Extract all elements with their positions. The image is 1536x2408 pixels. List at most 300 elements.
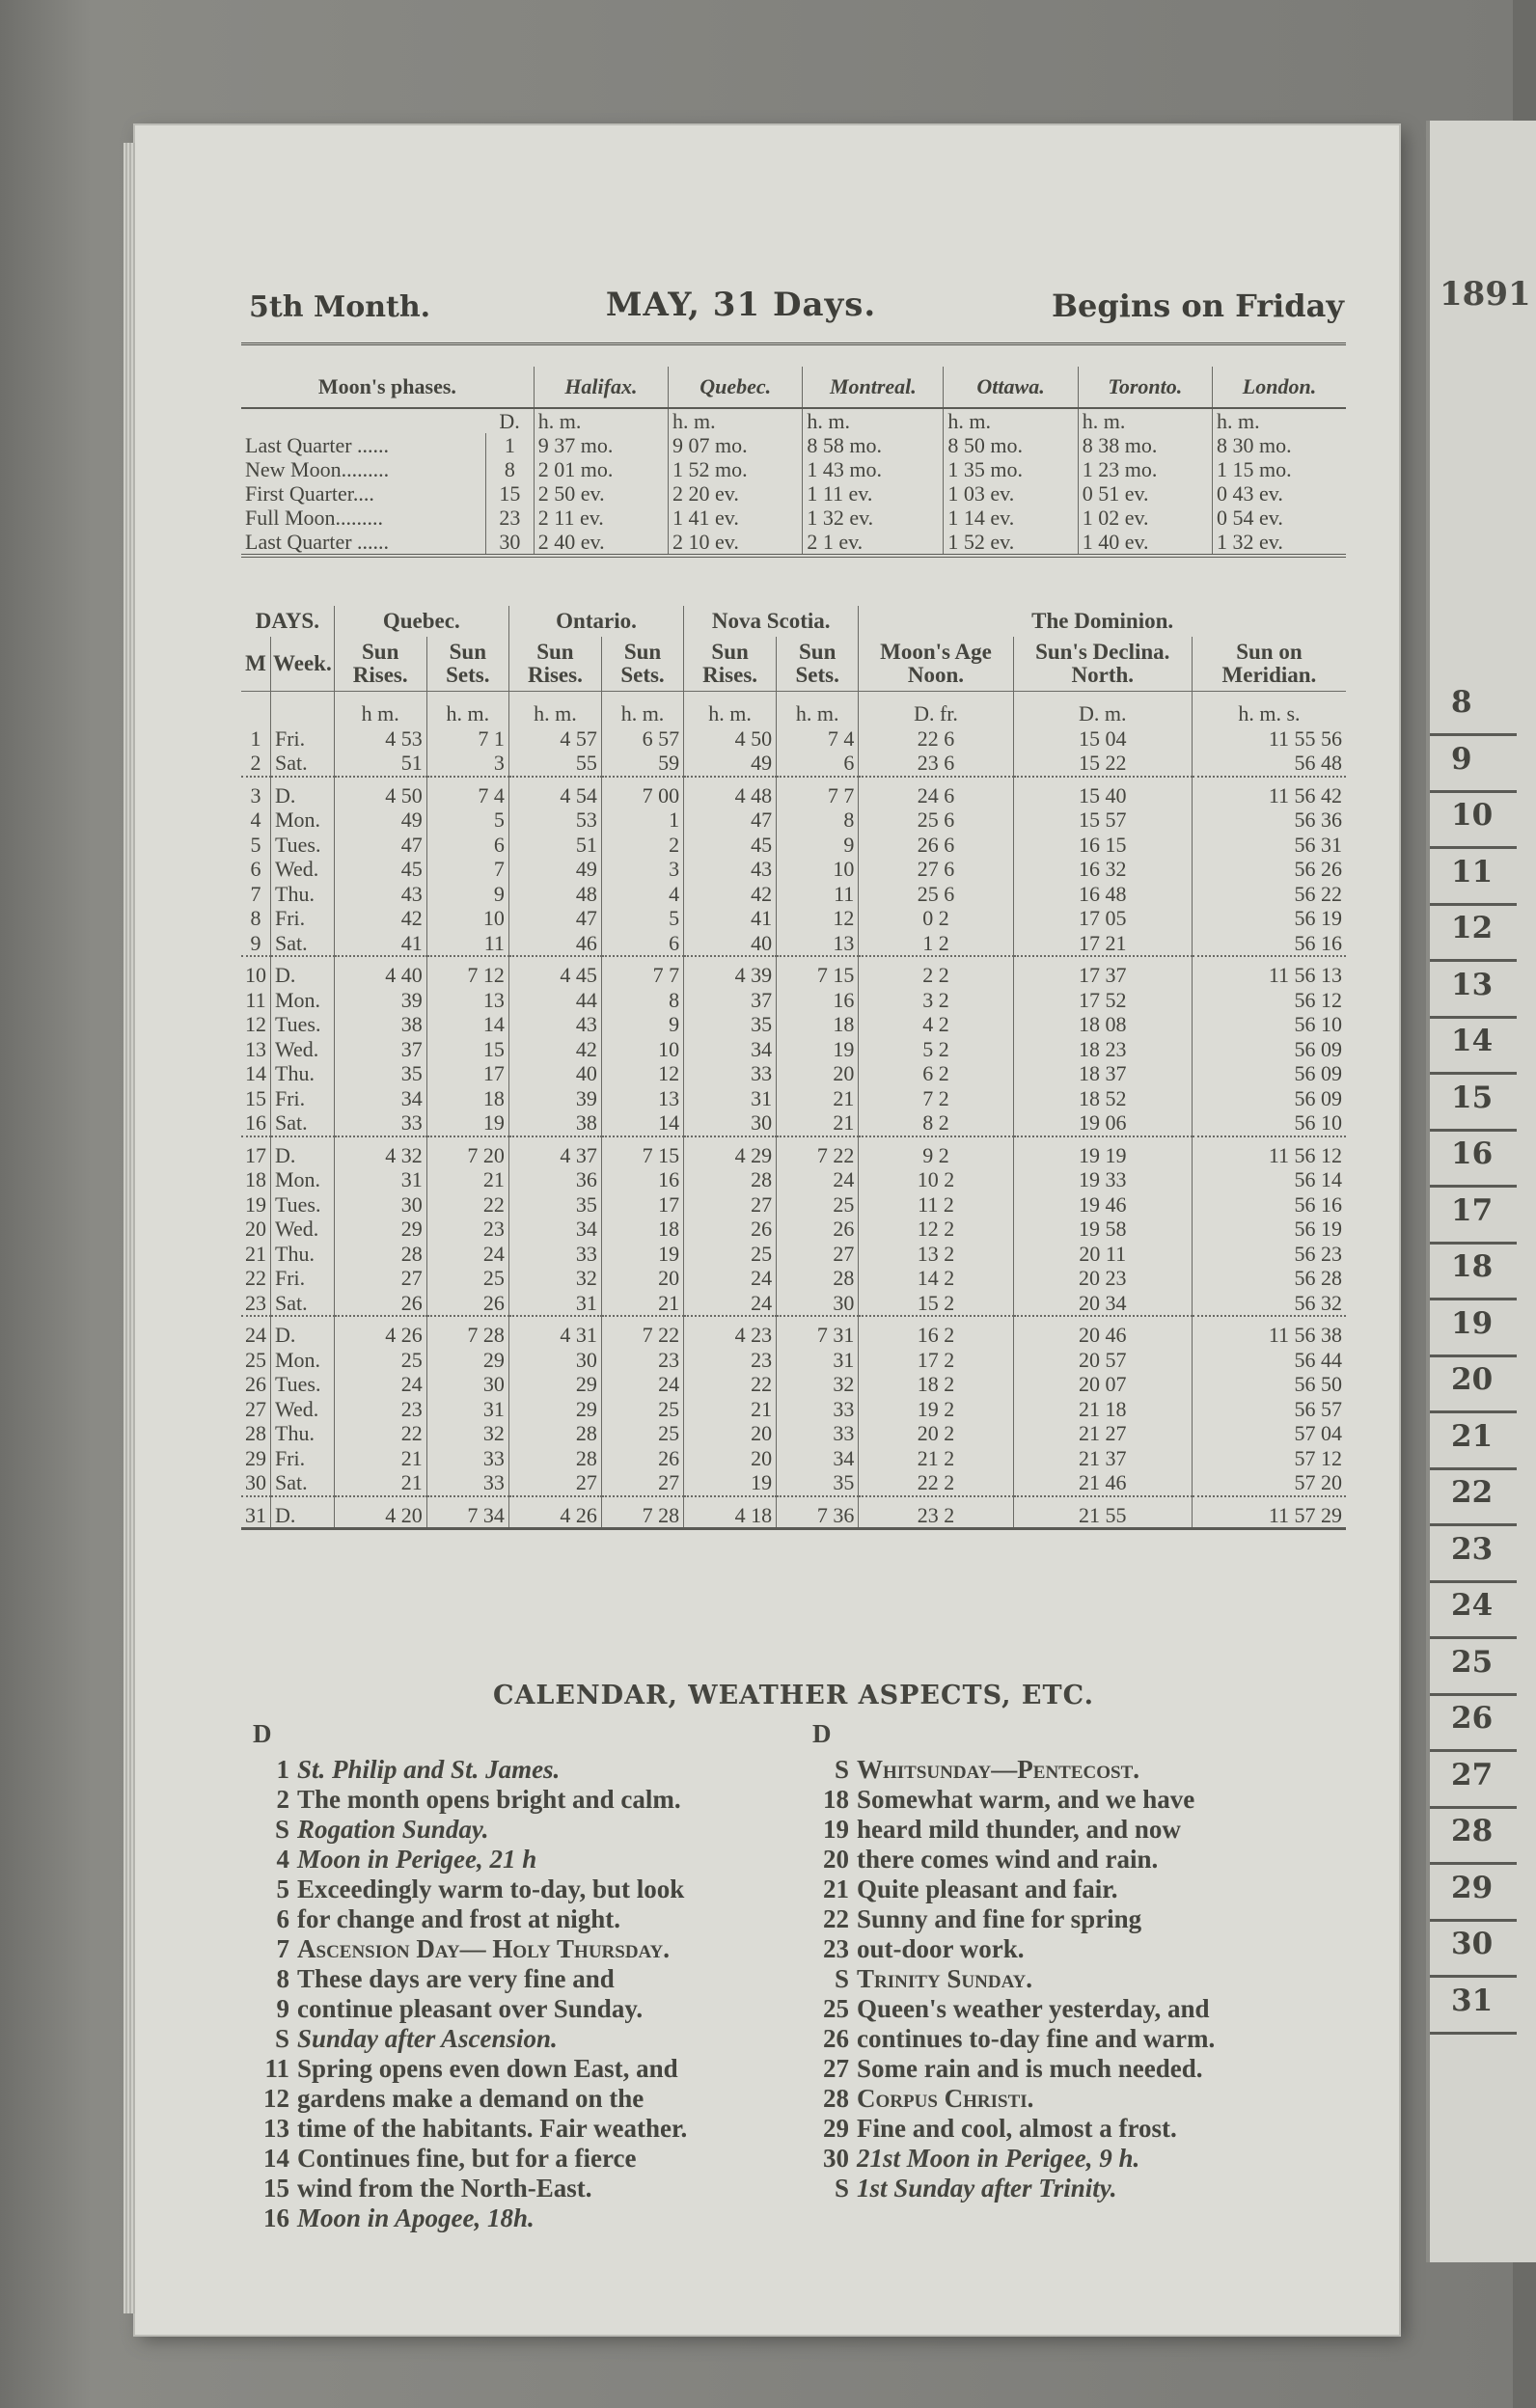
phase-time: 9 37 mo. bbox=[534, 433, 668, 457]
calendar-entry bbox=[253, 1845, 687, 1874]
day-cell: Fri. bbox=[271, 1266, 335, 1291]
city-header: Montreal. bbox=[803, 367, 944, 408]
day-cell: 7 28 bbox=[601, 1496, 683, 1529]
day-cell: Sat. bbox=[271, 751, 335, 777]
day-cell: 9 bbox=[777, 833, 859, 858]
facing-page-number: 11 bbox=[1451, 854, 1494, 889]
day-cell: 21 37 bbox=[1013, 1446, 1192, 1471]
phase-time: 2 1 ev. bbox=[803, 530, 944, 556]
facing-page-rule bbox=[1430, 2032, 1517, 2035]
calendar-right-column bbox=[812, 1719, 1215, 2203]
calendar-entry-text: 21st Moon in Perigee, 9 h. bbox=[857, 2144, 1140, 2173]
day-cell: Fri. bbox=[271, 906, 335, 931]
day-cell: 56 44 bbox=[1192, 1348, 1346, 1373]
day-cell: 20 23 bbox=[1013, 1266, 1192, 1291]
day-row bbox=[241, 1421, 1346, 1446]
day-cell: 6 2 bbox=[859, 1061, 1013, 1086]
facing-page-number: 19 bbox=[1451, 1305, 1494, 1341]
col-sun-sets: Sun Sets. bbox=[777, 637, 859, 692]
day-row bbox=[241, 906, 1346, 931]
day-cell: 59 bbox=[601, 751, 683, 777]
phase-time: 8 30 mo. bbox=[1212, 433, 1346, 457]
day-cell: 9 bbox=[601, 1012, 683, 1037]
phase-time: 0 43 ev. bbox=[1212, 481, 1346, 506]
phase-time: 1 40 ev. bbox=[1078, 530, 1212, 556]
day-cell: 22 2 bbox=[859, 1470, 1013, 1496]
phase-time: 1 52 mo. bbox=[669, 457, 803, 481]
day-cell: 56 19 bbox=[1192, 906, 1346, 931]
day-cell: 4 57 bbox=[508, 726, 601, 752]
calendar-entry-text: wind from the North-East. bbox=[297, 2174, 592, 2203]
day-cell: 21 bbox=[334, 1470, 426, 1496]
calendar-entry-text: The month opens bright and calm. bbox=[297, 1785, 681, 1814]
day-cell: 11 56 13 bbox=[1192, 956, 1346, 988]
col-sun-rises: Sun Rises. bbox=[684, 637, 777, 692]
calendar-entry-text: Ascension Day— Holy Thursday. bbox=[297, 1934, 670, 1963]
day-cell: 21 bbox=[684, 1397, 777, 1422]
phase-time: 1 14 ev. bbox=[944, 506, 1078, 530]
day-cell: 7 7 bbox=[601, 956, 683, 988]
day-cell: 8 bbox=[601, 988, 683, 1013]
day-cell: 45 bbox=[684, 833, 777, 858]
calendar-entry bbox=[812, 1785, 1215, 1815]
day-cell: Fri. bbox=[271, 1446, 335, 1471]
day-cell: 13 bbox=[601, 1086, 683, 1111]
facing-page-rule bbox=[1430, 1185, 1517, 1188]
day-cell: 56 10 bbox=[1192, 1110, 1346, 1136]
calendar-entry bbox=[253, 2114, 687, 2144]
calendar-day-head: D bbox=[812, 1719, 832, 1748]
day-cell: 19 58 bbox=[1013, 1217, 1192, 1242]
phase-name: Last Quarter ...... bbox=[241, 530, 485, 556]
calendar-entry bbox=[253, 1755, 687, 1785]
facing-page-rule bbox=[1430, 1636, 1517, 1639]
calendar-entry-text: for change and frost at night. bbox=[297, 1904, 621, 1933]
day-cell: 4 54 bbox=[508, 777, 601, 808]
day-cell: 11 56 42 bbox=[1192, 777, 1346, 808]
day-cell: 56 16 bbox=[1192, 1192, 1346, 1218]
facing-page-number: 20 bbox=[1451, 1362, 1494, 1397]
facing-page-number: 10 bbox=[1451, 798, 1494, 833]
day-cell: 32 bbox=[426, 1421, 508, 1446]
calendar-entry-day: 4 bbox=[276, 1845, 289, 1874]
phase-time: 1 11 ev. bbox=[803, 481, 944, 506]
calendar-entry bbox=[812, 2144, 1215, 2174]
day-cell: 4 32 bbox=[334, 1136, 426, 1168]
facing-page-number: 24 bbox=[1451, 1588, 1494, 1623]
day-cell: 15 22 bbox=[1013, 751, 1192, 777]
day-cell: 7 bbox=[250, 881, 261, 906]
day-cell: 28 bbox=[508, 1421, 601, 1446]
day-cell: 3 bbox=[426, 751, 508, 777]
day-cell: 21 2 bbox=[859, 1446, 1013, 1471]
day-cell: 56 09 bbox=[1192, 1037, 1346, 1062]
day-cell: 13 2 bbox=[859, 1242, 1013, 1267]
day-cell: 18 37 bbox=[1013, 1061, 1192, 1086]
calendar-entry bbox=[812, 2084, 1215, 2114]
day-cell: 27 bbox=[684, 1192, 777, 1218]
calendar-entry-day: 2 bbox=[276, 1785, 289, 1814]
day-row bbox=[241, 807, 1346, 833]
day-cell: 4 18 bbox=[684, 1496, 777, 1529]
facing-page-rule bbox=[1430, 1806, 1517, 1809]
phase-name: First Quarter.... bbox=[245, 481, 374, 506]
day-cell: 47 bbox=[684, 807, 777, 833]
day-cell: 36 bbox=[508, 1167, 601, 1192]
day-cell: 25 6 bbox=[859, 807, 1013, 833]
day-cell: 27 bbox=[601, 1470, 683, 1496]
city-header: London. bbox=[1212, 367, 1346, 408]
facing-page-number: 16 bbox=[1451, 1136, 1494, 1171]
col-sun-sets: Sun Sets. bbox=[426, 637, 508, 692]
day-cell: 4 45 bbox=[508, 956, 601, 988]
city-header: Halifax. bbox=[534, 367, 668, 408]
day-cell: 56 50 bbox=[1192, 1372, 1346, 1397]
day-cell: 22 bbox=[334, 1421, 426, 1446]
day-cell: 25 6 bbox=[859, 882, 1013, 907]
facing-page-rule bbox=[1430, 1749, 1517, 1752]
phase-time: 1 23 mo. bbox=[1078, 457, 1212, 481]
day-cell: 18 bbox=[777, 1012, 859, 1037]
calendar-entry-day: 21 bbox=[823, 1874, 849, 1903]
day-cell: 7 28 bbox=[426, 1316, 508, 1348]
calendar-entry-text: time of the habitants. Fair weather. bbox=[297, 2114, 688, 2143]
day-cell: 14 bbox=[601, 1110, 683, 1136]
day-cell: 15 bbox=[245, 1085, 266, 1110]
day-cell: 15 57 bbox=[1013, 807, 1192, 833]
phase-day: 8 bbox=[485, 457, 534, 481]
days-group: DAYS. bbox=[255, 609, 319, 633]
day-cell: 56 22 bbox=[1192, 882, 1346, 907]
day-cell: 33 bbox=[508, 1242, 601, 1267]
day-row bbox=[241, 1446, 1346, 1471]
day-cell: 21 46 bbox=[1013, 1470, 1192, 1496]
day-cell: 5 bbox=[426, 807, 508, 833]
calendar-entry-text: St. Philip and St. James. bbox=[297, 1755, 561, 1784]
facing-page-number: 25 bbox=[1451, 1644, 1494, 1680]
day-cell: 19 bbox=[245, 1191, 266, 1217]
calendar-entry bbox=[253, 2144, 687, 2174]
day-cell: Sat. bbox=[271, 1291, 335, 1317]
day-cell: 57 12 bbox=[1192, 1446, 1346, 1471]
calendar-entry bbox=[253, 1874, 687, 1904]
day-row bbox=[241, 988, 1346, 1013]
calendar-entry-text: Spring opens even down East, and bbox=[297, 2054, 678, 2083]
phase-time: 1 32 ev. bbox=[1212, 530, 1346, 556]
day-cell: 5 bbox=[250, 832, 261, 857]
day-cell: 31 bbox=[508, 1291, 601, 1317]
day-cell: 7 15 bbox=[601, 1136, 683, 1168]
calendar-entry-text: Continues fine, but for a fierce bbox=[297, 2144, 637, 2173]
page-title: MAY, 31 Days. bbox=[605, 286, 877, 324]
day-cell: 34 bbox=[684, 1037, 777, 1062]
day-cell: 11 bbox=[245, 987, 266, 1012]
day-cell: 4 50 bbox=[334, 777, 426, 808]
day-cell: 20 07 bbox=[1013, 1372, 1192, 1397]
day-cell: 41 bbox=[684, 906, 777, 931]
day-cell: Fri. bbox=[271, 726, 335, 752]
calendar-entry bbox=[812, 2024, 1215, 2054]
phase-time: 1 43 mo. bbox=[803, 457, 944, 481]
calendar-entry bbox=[812, 2174, 1215, 2203]
page-header bbox=[249, 286, 1344, 324]
day-row bbox=[241, 751, 1346, 777]
unit-label: D. m. bbox=[1013, 692, 1192, 726]
phase-unit: h. m. bbox=[1078, 408, 1212, 433]
calendar-entry-text: Queen's weather yesterday, and bbox=[857, 1994, 1210, 2023]
day-row bbox=[241, 1217, 1346, 1242]
day-cell: 24 bbox=[601, 1372, 683, 1397]
calendar-day-head: D bbox=[253, 1719, 272, 1748]
day-cell: 23 2 bbox=[859, 1496, 1013, 1529]
day-cell: 16 48 bbox=[1013, 882, 1192, 907]
day-cell: 26 bbox=[426, 1291, 508, 1317]
day-cell: 18 bbox=[426, 1086, 508, 1111]
day-cell: 28 bbox=[508, 1446, 601, 1471]
day-row bbox=[241, 1110, 1346, 1136]
calendar-entry-text: Somewhat warm, and we have bbox=[857, 1785, 1195, 1814]
day-cell: 37 bbox=[684, 988, 777, 1013]
calendar-entry-day: 30 bbox=[823, 2144, 849, 2173]
calendar-entry-text: Corpus Christi. bbox=[857, 2084, 1034, 2113]
calendar-entry-day: 25 bbox=[823, 1994, 849, 2023]
day-cell: 57 20 bbox=[1192, 1470, 1346, 1496]
day-cell: 8 2 bbox=[859, 1110, 1013, 1136]
day-cell: 44 bbox=[508, 988, 601, 1013]
moon-phases-table bbox=[241, 367, 1346, 558]
day-cell: 56 31 bbox=[1192, 833, 1346, 858]
day-cell: 10 bbox=[241, 956, 271, 988]
phase-row bbox=[241, 433, 1346, 457]
day-cell: 34 bbox=[777, 1446, 859, 1471]
day-cell: 6 bbox=[426, 833, 508, 858]
calendar-entry-day: 5 bbox=[276, 1874, 289, 1903]
facing-page-rule bbox=[1430, 903, 1517, 906]
day-cell: 27 bbox=[508, 1470, 601, 1496]
phase-day: 1 bbox=[485, 433, 534, 457]
day-cell: 20 46 bbox=[1013, 1316, 1192, 1348]
day-cell: 7 34 bbox=[426, 1496, 508, 1529]
day-cell: 28 bbox=[777, 1266, 859, 1291]
day-cell: 14 bbox=[245, 1061, 266, 1085]
phase-name: Full Moon......... bbox=[245, 506, 384, 530]
day-cell: Mon. bbox=[271, 807, 335, 833]
day-cell: 33 bbox=[777, 1397, 859, 1422]
day-cell: 56 28 bbox=[1192, 1266, 1346, 1291]
day-cell: 47 bbox=[334, 833, 426, 858]
day-cell: 23 bbox=[245, 1290, 266, 1315]
facing-page-number: 27 bbox=[1451, 1757, 1494, 1792]
day-cell: 29 bbox=[245, 1445, 266, 1470]
day-cell: 15 2 bbox=[859, 1291, 1013, 1317]
calendar-entry-day: 19 bbox=[823, 1815, 849, 1844]
day-cell: 20 57 bbox=[1013, 1348, 1192, 1373]
calendar-title: CALENDAR, WEATHER ASPECTS, ETC. bbox=[492, 1681, 1094, 1710]
calendar-entry-text: Quite pleasant and fair. bbox=[857, 1874, 1118, 1903]
day-cell: 46 bbox=[508, 931, 601, 957]
day-cell: 51 bbox=[334, 751, 426, 777]
day-cell: 13 bbox=[777, 931, 859, 957]
day-cell: 17 05 bbox=[1013, 906, 1192, 931]
day-cell: 30 bbox=[334, 1192, 426, 1218]
day-cell: 5 bbox=[601, 906, 683, 931]
day-cell: 21 18 bbox=[1013, 1397, 1192, 1422]
phase-time: 2 40 ev. bbox=[534, 530, 668, 556]
day-cell: 26 6 bbox=[859, 833, 1013, 858]
calendar-entry-day: 22 bbox=[823, 1904, 849, 1933]
unit-label: h. m. bbox=[684, 692, 777, 726]
unit-label: D. fr. bbox=[859, 692, 1013, 726]
day-cell: 16 2 bbox=[859, 1316, 1013, 1348]
day-cell: 15 bbox=[426, 1037, 508, 1062]
facing-page-rule bbox=[1430, 1354, 1517, 1357]
phase-name: New Moon......... bbox=[245, 457, 390, 481]
facing-page-number: 31 bbox=[1451, 1983, 1494, 2018]
day-cell: 4 50 bbox=[684, 726, 777, 752]
day-cell: 6 bbox=[250, 857, 261, 881]
day-cell: 49 bbox=[508, 857, 601, 882]
day-cell: Tues. bbox=[271, 1372, 335, 1397]
dominion-group: The Dominion. bbox=[859, 606, 1346, 637]
day-cell: 21 55 bbox=[1013, 1496, 1192, 1529]
day-cell: 49 bbox=[334, 807, 426, 833]
day-cell: 22 bbox=[684, 1372, 777, 1397]
day-cell: 9 2 bbox=[859, 1136, 1013, 1168]
day-cell: 27 bbox=[777, 1242, 859, 1267]
day-row bbox=[241, 1470, 1346, 1496]
day-cell: 11 56 38 bbox=[1192, 1316, 1346, 1348]
day-cell: 56 48 bbox=[1192, 751, 1346, 777]
day-cell: 8 bbox=[777, 807, 859, 833]
phase-time: 1 41 ev. bbox=[669, 506, 803, 530]
col-moon-age: Moon's Age Noon. bbox=[859, 637, 1013, 692]
day-cell: 56 19 bbox=[1192, 1217, 1346, 1242]
day-cell: 56 57 bbox=[1192, 1397, 1346, 1422]
day-cell: 37 bbox=[334, 1037, 426, 1062]
day-cell: 21 bbox=[601, 1291, 683, 1317]
day-cell: 4 48 bbox=[684, 777, 777, 808]
day-cell: 33 bbox=[684, 1061, 777, 1086]
facing-page-rule bbox=[1430, 846, 1517, 849]
calendar-entry-text: Moon in Apogee, 18h. bbox=[297, 2203, 535, 2232]
day-cell: Tues. bbox=[271, 1192, 335, 1218]
col-sun-rises: Sun Rises. bbox=[334, 637, 426, 692]
day-cell: 18 52 bbox=[1013, 1086, 1192, 1111]
day-cell: 38 bbox=[334, 1012, 426, 1037]
day-cell: 20 11 bbox=[1013, 1242, 1192, 1267]
phase-time: 2 01 mo. bbox=[534, 457, 668, 481]
col-sun-declination: Sun's Declina. North. bbox=[1013, 637, 1192, 692]
calendar-entry-day: 26 bbox=[823, 2024, 849, 2053]
phase-unit: h. m. bbox=[1212, 408, 1346, 433]
calendar-entry-text: Trinity Sunday. bbox=[857, 1964, 1033, 1993]
day-cell: 6 57 bbox=[601, 726, 683, 752]
day-cell: 6 bbox=[777, 751, 859, 777]
day-cell: 45 bbox=[334, 857, 426, 882]
col-sun-rises: Sun Rises. bbox=[508, 637, 601, 692]
calendar-entry bbox=[253, 1904, 687, 1934]
day-cell: 33 bbox=[426, 1470, 508, 1496]
facing-page-number: 18 bbox=[1451, 1249, 1494, 1284]
day-cell: 18 08 bbox=[1013, 1012, 1192, 1037]
day-cell: Tues. bbox=[271, 833, 335, 858]
day-cell: 18 bbox=[601, 1217, 683, 1242]
day-cell: 10 bbox=[426, 906, 508, 931]
day-cell: 16 bbox=[245, 1110, 266, 1135]
day-row bbox=[241, 1316, 1346, 1348]
facing-page-number: 9 bbox=[1451, 741, 1472, 777]
day-cell: 17 37 bbox=[1013, 956, 1192, 988]
phase-row bbox=[241, 506, 1346, 530]
day-cell: 7 20 bbox=[426, 1136, 508, 1168]
city-header: Toronto. bbox=[1078, 367, 1212, 408]
day-cell: Mon. bbox=[271, 1348, 335, 1373]
day-cell: 29 bbox=[508, 1397, 601, 1422]
day-cell: 11 bbox=[426, 931, 508, 957]
day-cell: 19 bbox=[684, 1470, 777, 1496]
day-cell: 4 bbox=[250, 807, 261, 832]
day-cell: 20 2 bbox=[859, 1421, 1013, 1446]
day-cell: 15 04 bbox=[1013, 726, 1192, 752]
day-row bbox=[241, 1242, 1346, 1267]
day-row bbox=[241, 1086, 1346, 1111]
facing-page-rule bbox=[1430, 1580, 1517, 1583]
day-cell: 7 12 bbox=[426, 956, 508, 988]
day-cell: 22 bbox=[426, 1192, 508, 1218]
day-cell: Wed. bbox=[271, 1217, 335, 1242]
day-cell: 15 40 bbox=[1013, 777, 1192, 808]
calendar-entry-day: 1 bbox=[276, 1755, 289, 1784]
day-cell: 41 bbox=[334, 931, 426, 957]
facing-page-year: 1891 bbox=[1440, 275, 1531, 314]
day-cell: 57 04 bbox=[1192, 1421, 1346, 1446]
day-row bbox=[241, 833, 1346, 858]
col-week: Week. bbox=[271, 637, 335, 692]
day-cell: Mon. bbox=[271, 1167, 335, 1192]
day-cell: 56 26 bbox=[1192, 857, 1346, 882]
phase-unit: h. m. bbox=[803, 408, 944, 433]
facing-page-number: 29 bbox=[1451, 1870, 1494, 1905]
day-cell: 19 33 bbox=[1013, 1167, 1192, 1192]
calendar-entry-text: Exceedingly warm to-day, but look bbox=[297, 1874, 685, 1903]
facing-page-rule bbox=[1430, 1072, 1517, 1075]
day-cell: 24 bbox=[777, 1167, 859, 1192]
day-row bbox=[241, 726, 1346, 752]
day-cell: 40 bbox=[508, 1061, 601, 1086]
day-cell: 56 09 bbox=[1192, 1061, 1346, 1086]
day-row bbox=[241, 956, 1346, 988]
calendar-entry-day: 16 bbox=[263, 2203, 289, 2232]
city-header: Quebec. bbox=[669, 367, 803, 408]
calendar-entry-day: S bbox=[274, 2024, 289, 2053]
day-row bbox=[241, 857, 1346, 882]
unit-label: h. m. bbox=[426, 692, 508, 726]
day-cell: 25 bbox=[245, 1347, 266, 1372]
day-cell: 56 16 bbox=[1192, 931, 1346, 957]
calendar-entry-text: there comes wind and rain. bbox=[857, 1845, 1159, 1874]
day-cell: Wed. bbox=[271, 857, 335, 882]
day-cell: 22 6 bbox=[859, 726, 1013, 752]
day-cell: 25 bbox=[777, 1192, 859, 1218]
day-cell: 19 2 bbox=[859, 1397, 1013, 1422]
day-cell: 12 2 bbox=[859, 1217, 1013, 1242]
day-cell: 10 bbox=[777, 857, 859, 882]
day-cell: 4 29 bbox=[684, 1136, 777, 1168]
day-cell: 10 bbox=[601, 1037, 683, 1062]
calendar-entry-text: gardens make a demand on the bbox=[297, 2084, 645, 2113]
day-cell: 16 15 bbox=[1013, 833, 1192, 858]
day-cell: 43 bbox=[334, 882, 426, 907]
